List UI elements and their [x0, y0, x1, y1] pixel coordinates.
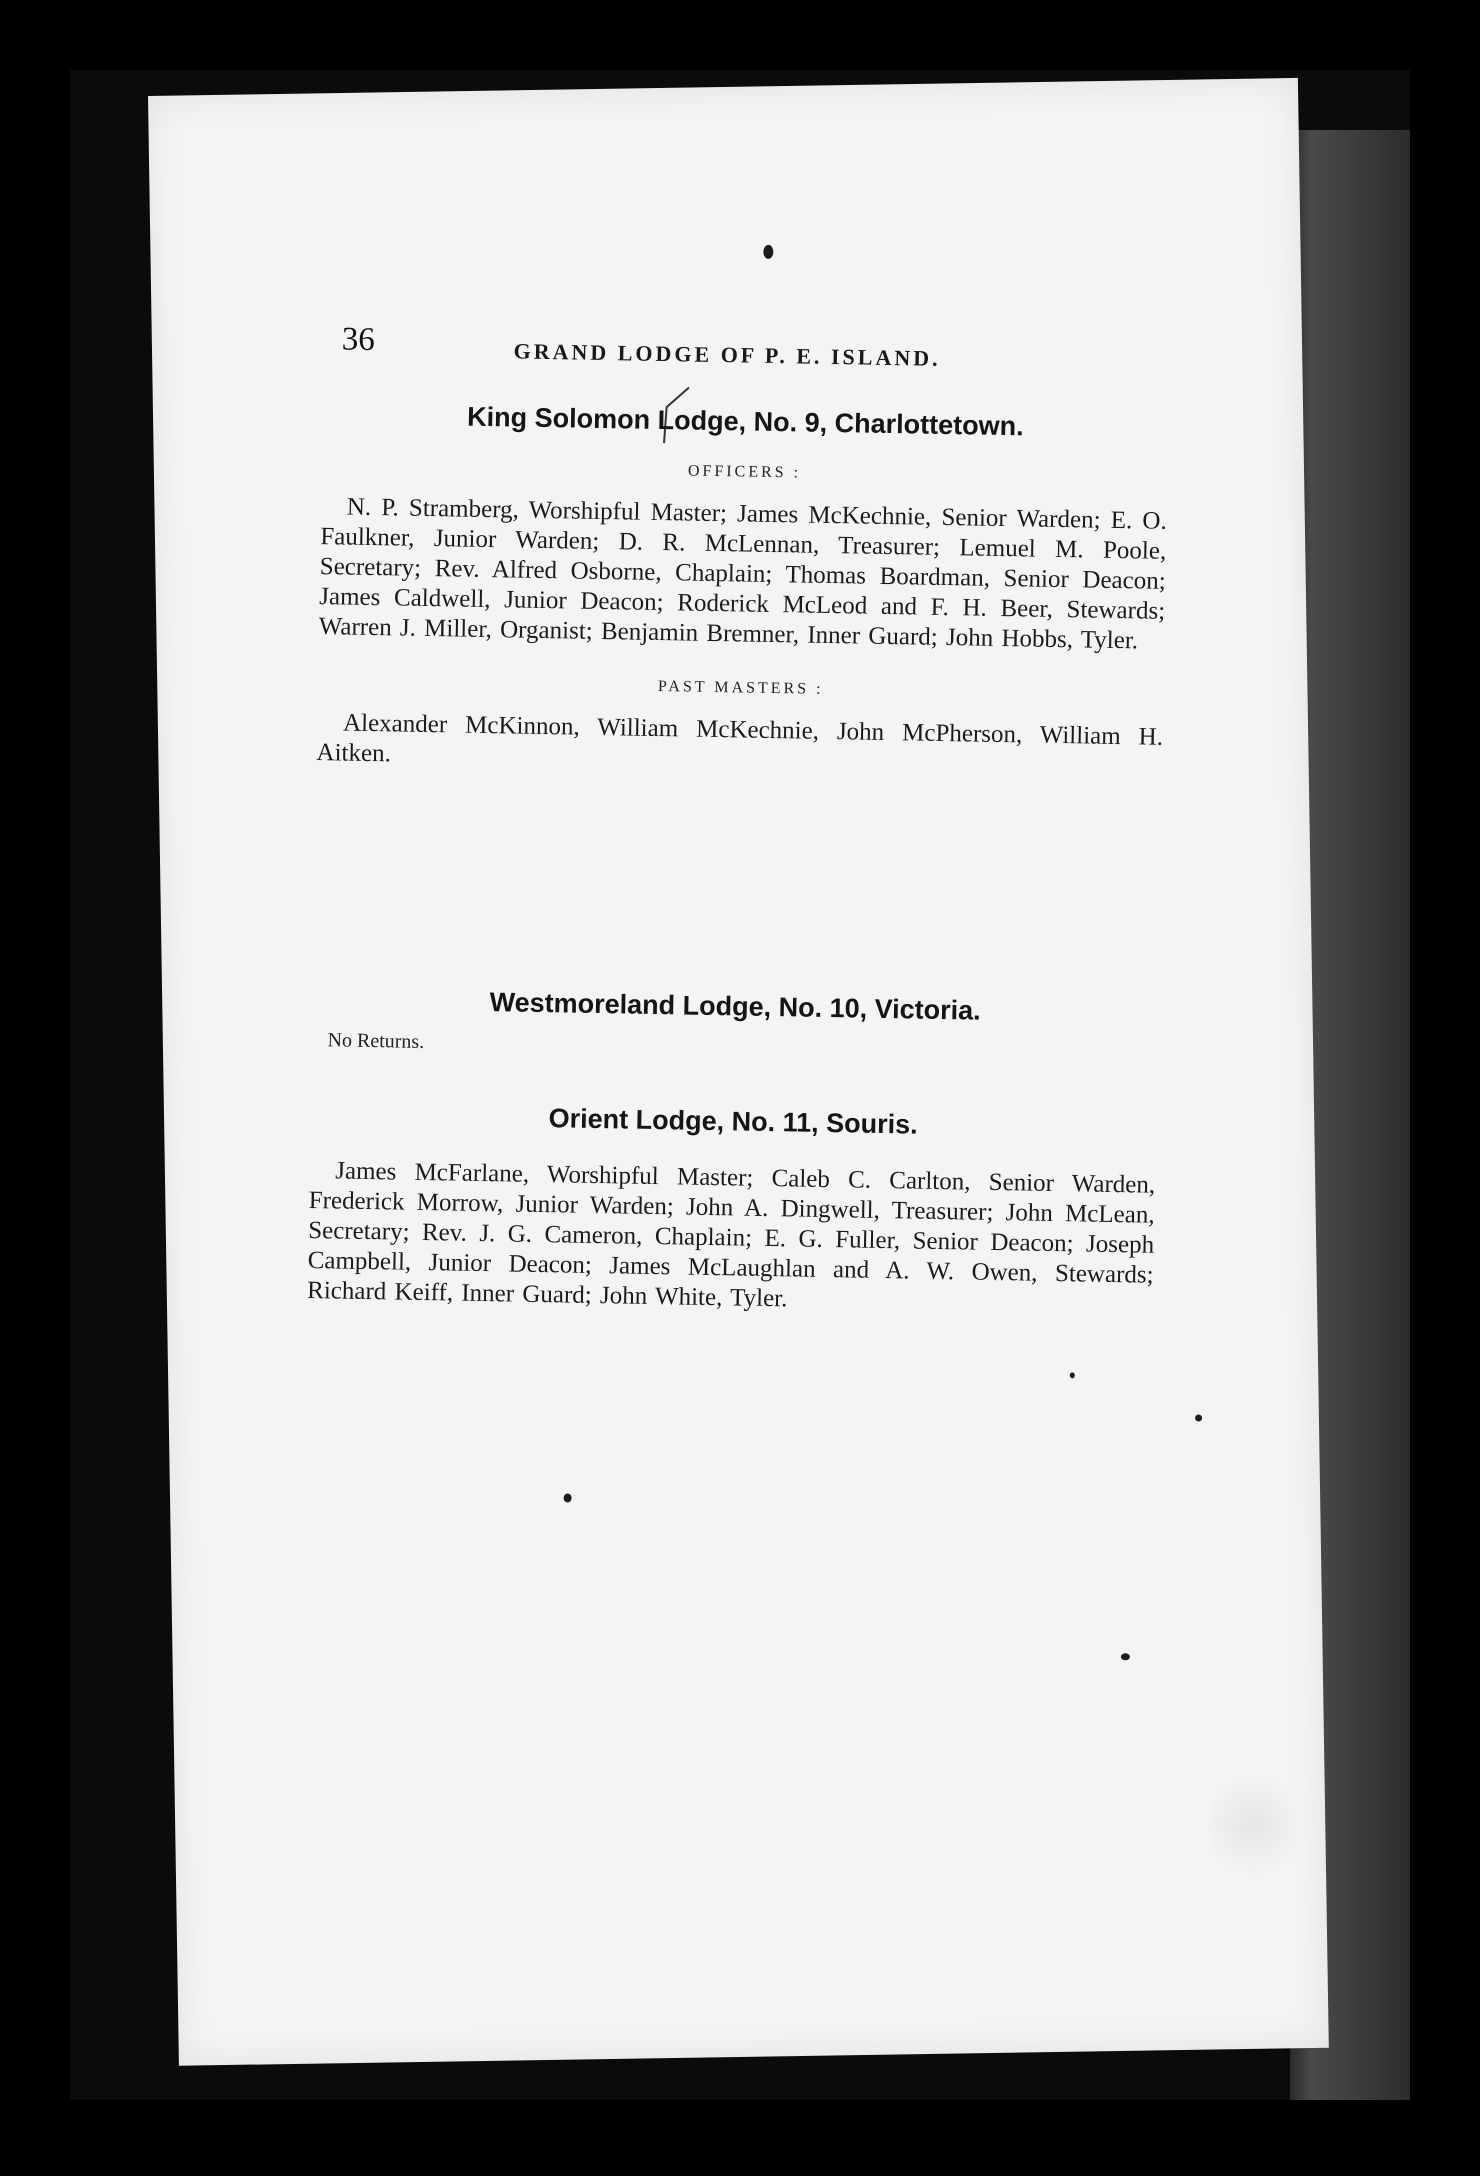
ink-speck: [564, 1493, 572, 1502]
page-number: 36: [341, 321, 376, 358]
lodge-title: King Solomon Lodge, No. 9, Charlottetown.: [466, 401, 1024, 442]
section-king-solomon: [316, 399, 1168, 783]
no-returns-note: No Returns.: [327, 1029, 425, 1053]
book-page: [148, 78, 1329, 2066]
ink-speck: [1070, 1372, 1075, 1378]
section-orient: [307, 1099, 1156, 1321]
ink-speck: [763, 245, 773, 259]
ink-speck: [1195, 1414, 1202, 1421]
page-header: [341, 321, 1102, 394]
section-westmoreland: [311, 984, 1158, 1067]
lodge-title: Orient Lodge, No. 11, Souris.: [548, 1103, 918, 1140]
lodge-title: Westmoreland Lodge, No. 10, Victoria.: [489, 987, 981, 1026]
page-content: [114, 96, 1298, 2086]
page-smudge: [1207, 1765, 1299, 1887]
officers-heading: OFFICERS :: [687, 462, 802, 482]
past-masters-heading: PAST MASTERS :: [657, 677, 824, 698]
past-masters-list: Alexander McKinnon, William McKechnie, John McPherson, William H. Aitken.: [316, 709, 1164, 768]
ink-speck: [1121, 1653, 1130, 1660]
orient-officers-list: James McFarlane, Worshipful Master; Caleb C. Carlton, Senior Warden, Frederick Morrow, Junior Warden; John A. Dingwell, Treasurer; John McLean, Secretary; Rev. J. G. Cameron, Chaplain; E. G. Fuller, Senior Deacon; Joseph Campbell, Junior Deacon; James McLaughlan and A. W. Owen, Stewards; Richard Keiff, Inner Guard; John White, Tyler.: [306, 1157, 1156, 1313]
running-head: GRAND LODGE OF P. E. ISLAND.: [513, 338, 941, 371]
officers-list: N. P. Stramberg, Worshipful Master; James McKechnie, Senior Warden; E. O. Faulkner, Junior Warden; D. R. McLennan, Treasurer; Lemuel M. Poole, Secretary; Rev. Alfred Osborne, Chaplain; Thomas Boardman, Senior Deacon; James Caldwell, Junior Deacon; Roderick McLeod and F. H. Beer, Stewards; Warren J. Miller, Organist; Benjamin Bremner, Inner Guard; John Hobbs, Tyler.: [318, 493, 1167, 655]
